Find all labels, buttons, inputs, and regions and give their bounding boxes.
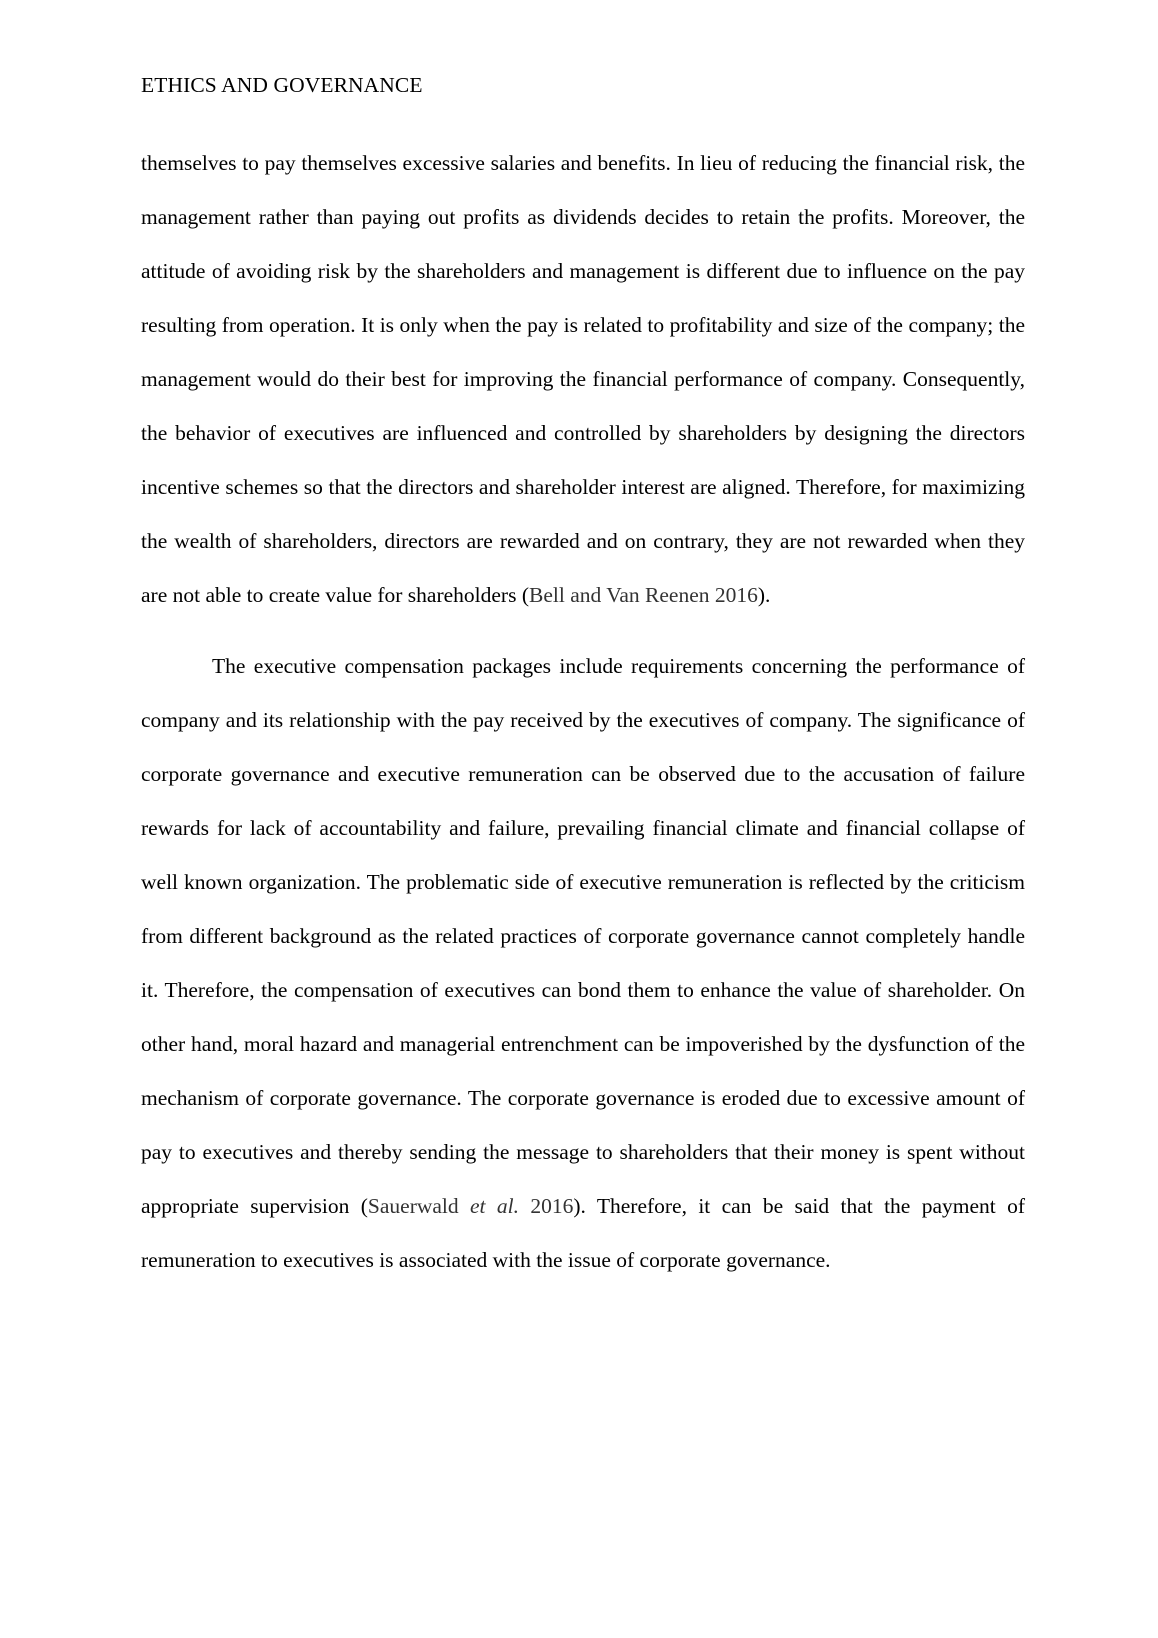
citation-sauerwald-year: 2016 (530, 1194, 574, 1218)
citation-sauerwald-etal: et al. (470, 1194, 519, 1218)
paragraph-1-text: themselves to pay themselves excessive salaries and benefits. In lieu of reducing the financial risk, the management rather than paying out profits as dividends decides to retain the profits. Moreover, the attitude of avoiding risk by the shareholders and management is different due to influence on the pay resulting from operation. It is only when the pay is related to profitability and size of the company; the management would do their best for improving the financial performance of company. Consequently, the behavior of executives are influenced and controlled by shareholders by designing the directors incentive schemes so that the directors and shareholder interest are aligned. Therefore, for maximizing the wealth of shareholders, directors are rewarded and on contrary, they are not rewarded when they are not able to create value for shareholders ( (141, 151, 1025, 607)
paragraph-2-tail: ). Therefore, it can be said that the payment of remuneration to executives is associated with the issue of corporate governance. (141, 1194, 1026, 1272)
body-text (141, 136, 1025, 1287)
paragraph-1-tail: ). (757, 583, 771, 607)
citation-bell-van-reenen: Bell and Van Reenen 2016 (529, 583, 758, 607)
paragraph-2 (141, 639, 1025, 1287)
paragraph-1 (141, 136, 1025, 622)
paragraph-2-text: The executive compensation packages include requirements concerning the performance of company and its relationship with the pay received by the executives of company. The significance of corporate governance and executive remuneration can be observed due to the accusation of failure rewards for lack of accountability and failure, prevailing financial climate and financial collapse of well known organization. The problematic side of executive remuneration is reflected by the criticism from different background as the related practices of corporate governance cannot completely handle it. Therefore, the compensation of executives can bond them to enhance the value of shareholder. On other hand, moral hazard and managerial entrenchment can be impoverished by the dysfunction of the mechanism of corporate governance. The corporate governance is eroded due to excessive amount of pay to executives and thereby sending the message to shareholders that their money is spent without appropriate supervision ( (141, 654, 1025, 1218)
running-head: ETHICS AND GOVERNANCE (141, 73, 423, 97)
citation-sauerwald-author: Sauerwald (367, 1194, 459, 1218)
